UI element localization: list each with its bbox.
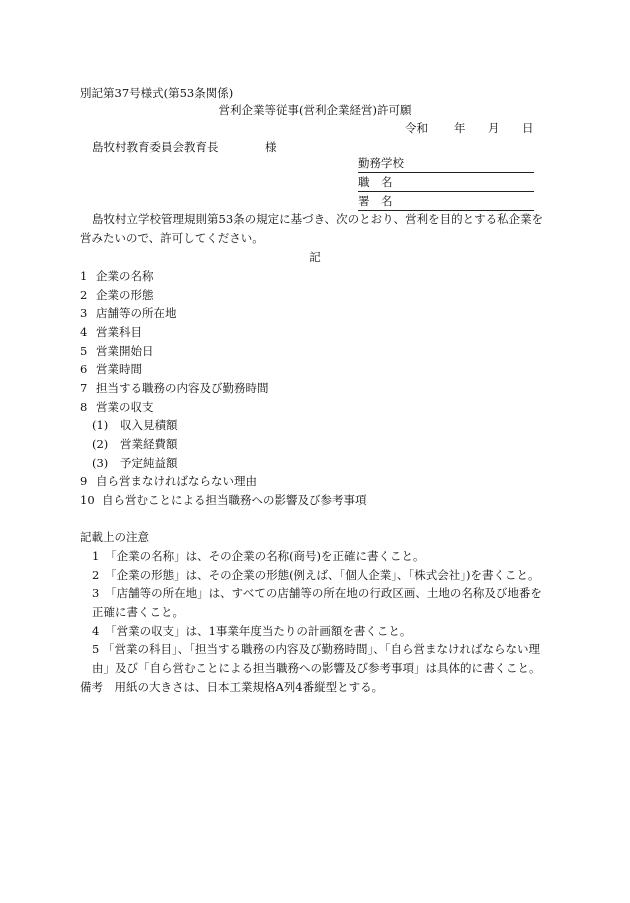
position-label: 職 名 — [358, 175, 393, 189]
date-month: 月 — [488, 121, 500, 135]
list-item: 8 営業の収支 — [80, 400, 154, 414]
date-era: 令和 — [405, 121, 428, 135]
note-5-continued: 由」及び「自ら営むことによる担当職務への影響及び参考事項」は具体的に書くこと。 — [92, 661, 541, 675]
note-5: 5 「営業の科目」、「担当する職務の内容及び勤務時間」、「自ら営まなければならない理 — [92, 642, 540, 656]
addressee: 島牧村教育委員会教育長 — [92, 140, 219, 154]
form-reference: 別記第37号様式(第53条関係) — [80, 86, 234, 100]
addressee-honorific: 様 — [265, 140, 277, 154]
remark: 備考 用紙の大きさは、日本工業規格A列4番縦型とする。 — [80, 680, 384, 694]
school-label: 勤務学校 — [358, 156, 404, 170]
position-field[interactable] — [358, 175, 534, 192]
notes-heading: 記載上の注意 — [80, 530, 149, 544]
note-2: 2 「企業の形態」は、その企業の形態(例えば、「個人企業」、「株式会社」)を書くこと。 — [92, 568, 540, 582]
signature-field[interactable] — [358, 194, 534, 211]
note-1: 1 「企業の名称」は、その企業の名称(商号)を正確に書くこと。 — [92, 549, 425, 563]
sub-list-item: (3) 予定純益額 — [92, 456, 178, 470]
list-item: 9 自ら営まなければならない理由 — [80, 474, 257, 488]
list-item: 10 自ら営むことによる担当職務への影響及び参考事項 — [80, 493, 367, 507]
note-4: 4 「営業の収支」は、1事業年度当たりの計画額を書くこと。 — [92, 624, 412, 638]
signature-label: 署 名 — [358, 194, 393, 208]
ki-heading: 記 — [309, 250, 321, 264]
sub-list-item: (2) 営業経費額 — [92, 437, 178, 451]
school-field[interactable] — [358, 156, 534, 173]
list-item: 6 営業時間 — [80, 362, 142, 376]
list-item: 4 営業科目 — [80, 325, 142, 339]
date-year: 年 — [454, 121, 466, 135]
list-item: 3 店舗等の所在地 — [80, 306, 177, 320]
body-line-1: 島牧村立学校管理規則第53条の規定に基づき、次のとおり、営利を目的とする私企業を — [92, 212, 544, 226]
note-3-continued: 正確に書くこと。 — [92, 605, 184, 619]
list-item: 5 営業開始日 — [80, 344, 154, 358]
list-item: 1 企業の名称 — [80, 269, 154, 283]
date-day: 日 — [522, 121, 534, 135]
list-item: 7 担当する職務の内容及び勤務時間 — [80, 381, 269, 395]
form-title: 営利企業等従事(営利企業経営)許可願 — [218, 103, 412, 117]
note-3: 3 「店舗等の所在地」は、すべての店舗等の所在地の行政区画、土地の名称及び地番を — [92, 586, 542, 600]
sub-list-item: (1) 収入見積額 — [92, 418, 178, 432]
body-line-2: 営みたいので、許可してください。 — [80, 231, 264, 245]
list-item: 2 企業の形態 — [80, 288, 154, 302]
